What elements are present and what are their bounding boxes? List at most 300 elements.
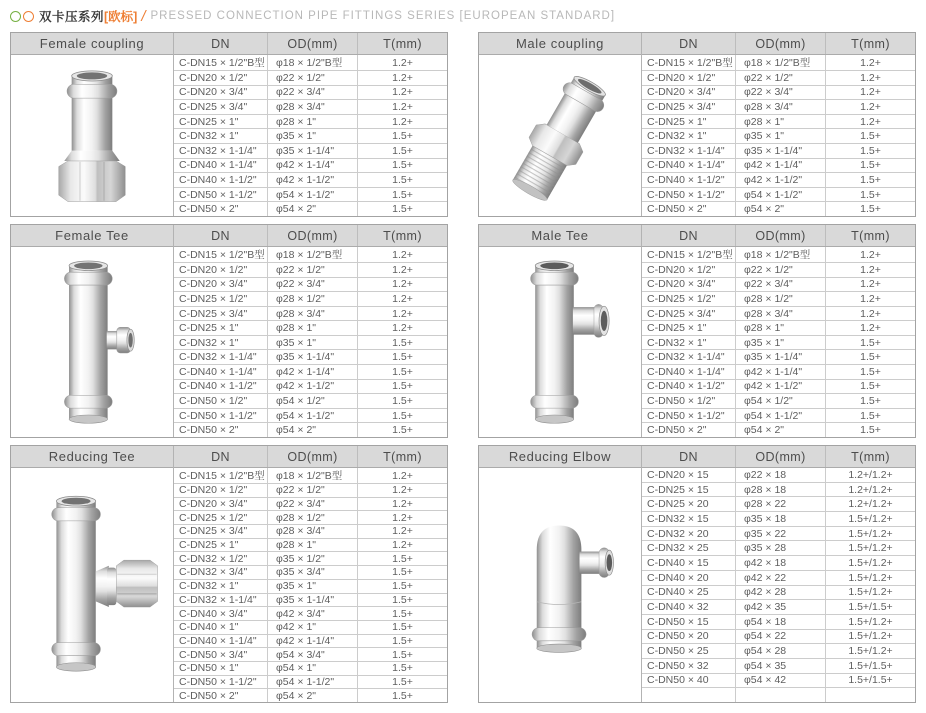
column-header-row <box>174 33 447 55</box>
od-cell: φ42 × 1-1/4" <box>736 159 826 173</box>
table-title: Female Tee <box>11 225 173 247</box>
t-cell: 1.5+/1.2+ <box>848 571 893 584</box>
dn-column-header: DN <box>642 225 736 246</box>
dn-cell: C-DN40 × 1-1/2" <box>174 380 268 394</box>
table-row <box>174 247 447 263</box>
t-cell: 1.5+ <box>860 365 881 378</box>
od-cell: φ54 × 2" <box>736 423 826 437</box>
female-coupling-section <box>10 32 448 217</box>
male-coupling-image <box>479 55 641 216</box>
t-cell: 1.5+ <box>392 394 413 407</box>
dn-cell: C-DN20 × 3/4" <box>174 86 268 100</box>
od-cell: φ35 × 1" <box>268 336 358 350</box>
table-row <box>174 86 447 101</box>
t-cell: 1.5+ <box>392 188 413 201</box>
dn-cell: C-DN20 × 3/4" <box>174 498 268 511</box>
t-cell: 1.2+ <box>860 307 881 320</box>
dn-cell: C-DN25 × 3/4" <box>174 307 268 321</box>
t-cell: 1.5+ <box>392 607 413 620</box>
od-cell: φ28 × 1" <box>736 321 826 335</box>
table-row <box>174 566 447 580</box>
t-cell: 1.2+ <box>392 278 413 291</box>
dn-cell <box>642 688 736 702</box>
t-cell: 1.2+ <box>392 307 413 320</box>
table-row <box>642 188 915 203</box>
column-header-row <box>174 446 447 468</box>
male-tee-section <box>478 224 916 438</box>
od-cell: φ28 × 3/4" <box>268 525 358 538</box>
table-title: Reducing Elbow <box>479 446 641 468</box>
od-column-header: OD(mm) <box>268 33 358 54</box>
dn-cell: C-DN15 × 1/2"B型 <box>174 468 268 483</box>
od-cell: φ28 × 1/2" <box>268 511 358 524</box>
t-cell: 1.5+/1.2+ <box>848 645 893 658</box>
reducing-tee-image <box>11 468 173 702</box>
od-cell: φ28 × 1" <box>268 115 358 129</box>
od-cell: φ42 × 3/4" <box>268 607 358 620</box>
dn-cell: C-DN50 × 1" <box>174 662 268 675</box>
table-title: Male Tee <box>479 225 641 247</box>
od-cell: φ28 × 3/4" <box>736 100 826 114</box>
fitting-illustration <box>491 252 629 432</box>
t-cell: 1.5+ <box>392 409 413 422</box>
dn-cell: C-DN50 × 1-1/2" <box>642 188 736 202</box>
od-cell: φ22 × 1/2" <box>736 263 826 277</box>
dn-cell: C-DN40 × 1" <box>174 621 268 634</box>
table-row <box>642 600 915 615</box>
t-cell: 1.5+ <box>860 424 881 437</box>
t-column-header: T(mm) <box>383 228 422 243</box>
t-cell: 1.5+/1.5+ <box>848 659 893 672</box>
t-cell: 1.2+ <box>392 100 413 113</box>
dn-cell: C-DN25 × 1" <box>642 115 736 129</box>
dn-cell: C-DN15 × 1/2"B型 <box>642 55 736 70</box>
table-row <box>642 71 915 86</box>
dn-cell: C-DN40 × 1-1/2" <box>174 173 268 187</box>
t-cell: 1.5+ <box>392 203 413 216</box>
dn-cell: C-DN40 × 32 <box>642 600 736 614</box>
dn-cell: C-DN32 × 1" <box>642 336 736 350</box>
t-cell: 1.2+ <box>392 86 413 99</box>
dn-cell: C-DN20 × 3/4" <box>642 278 736 292</box>
od-cell: φ42 × 22 <box>736 571 826 585</box>
od-cell: φ22 × 3/4" <box>736 278 826 292</box>
table-row <box>642 292 915 307</box>
t-cell: 1.5+/1.2+ <box>848 615 893 628</box>
table-row <box>174 55 447 71</box>
logo-circle-green-icon <box>10 11 21 22</box>
t-cell: 1.2+ <box>860 322 881 335</box>
table-row <box>174 115 447 130</box>
table-row <box>174 307 447 322</box>
od-cell: φ54 × 1-1/2" <box>268 676 358 689</box>
table-row <box>174 202 447 216</box>
dn-column-header: DN <box>642 446 736 467</box>
od-cell: φ54 × 1-1/2" <box>268 409 358 423</box>
od-cell: φ18 × 1/2"B型 <box>268 247 358 262</box>
od-cell: φ18 × 1/2"B型 <box>268 55 358 70</box>
table-row <box>642 307 915 322</box>
table-row <box>174 263 447 278</box>
dn-cell: C-DN32 × 1-1/4" <box>174 350 268 364</box>
od-cell: φ42 × 28 <box>736 586 826 600</box>
od-cell: φ28 × 1" <box>268 539 358 552</box>
t-cell: 1.2+ <box>860 100 881 113</box>
table-row <box>642 674 915 689</box>
dn-cell: C-DN20 × 1/2" <box>174 71 268 85</box>
dn-cell: C-DN32 × 25 <box>642 541 736 555</box>
t-cell: 1.2+ <box>392 292 413 305</box>
od-column-header: OD(mm) <box>268 446 358 467</box>
table-row <box>174 662 447 676</box>
dn-column-header: DN <box>174 225 268 246</box>
dn-cell: C-DN50 × 15 <box>642 615 736 629</box>
dn-column-header: DN <box>642 33 736 54</box>
t-cell: 1.5+ <box>860 394 881 407</box>
dn-cell: C-DN50 × 1/2" <box>642 394 736 408</box>
table-row <box>642 556 915 571</box>
table-body <box>642 55 915 216</box>
t-cell: 1.5+ <box>860 188 881 201</box>
od-cell: φ22 × 3/4" <box>268 86 358 100</box>
t-cell: 1.5+ <box>860 203 881 216</box>
reducing-elbow-section <box>478 445 916 703</box>
od-cell: φ42 × 1-1/4" <box>268 365 358 379</box>
t-cell: 1.5+ <box>392 130 413 143</box>
dn-cell: C-DN40 × 25 <box>642 586 736 600</box>
dn-cell: C-DN25 × 3/4" <box>642 100 736 114</box>
dn-cell: C-DN32 × 1" <box>174 129 268 143</box>
dn-cell: C-DN50 × 2" <box>642 202 736 216</box>
dn-cell: C-DN20 × 15 <box>642 468 736 482</box>
t-cell: 1.5+ <box>392 689 413 702</box>
table-row <box>174 100 447 115</box>
table-row <box>174 594 447 608</box>
column-header-row <box>642 446 915 468</box>
fitting-tables-grid <box>10 32 916 703</box>
t-column-header: T(mm) <box>851 228 890 243</box>
dn-cell: C-DN15 × 1/2"B型 <box>174 55 268 70</box>
od-cell: φ35 × 1-1/4" <box>268 350 358 364</box>
page-header <box>0 3 926 29</box>
od-cell <box>736 688 826 702</box>
t-column-header: T(mm) <box>851 449 890 464</box>
dn-cell: C-DN25 × 1" <box>642 321 736 335</box>
table-row <box>174 336 447 351</box>
t-column-header: T(mm) <box>851 36 890 51</box>
od-cell: φ35 × 18 <box>736 512 826 526</box>
dn-cell: C-DN20 × 1/2" <box>174 484 268 497</box>
t-cell: 1.5+/1.2+ <box>848 556 893 569</box>
table-row <box>174 278 447 293</box>
table-row <box>174 394 447 409</box>
t-cell: 1.5+/1.2+ <box>848 512 893 525</box>
table-row <box>642 321 915 336</box>
table-row <box>174 552 447 566</box>
t-cell: 1.5+ <box>392 552 413 565</box>
od-cell: φ42 × 1-1/2" <box>268 380 358 394</box>
table-row <box>174 144 447 159</box>
od-cell: φ54 × 1/2" <box>736 394 826 408</box>
od-cell: φ28 × 18 <box>736 483 826 497</box>
dn-cell: C-DN20 × 3/4" <box>642 86 736 100</box>
table-row <box>174 689 447 702</box>
dn-cell: C-DN20 × 1/2" <box>174 263 268 277</box>
t-cell: 1.5+ <box>392 566 413 579</box>
t-cell: 1.2+ <box>392 115 413 128</box>
t-cell: 1.2+ <box>860 278 881 291</box>
od-cell: φ54 × 22 <box>736 630 826 644</box>
fitting-illustration <box>493 63 628 209</box>
od-cell: φ54 × 1-1/2" <box>736 188 826 202</box>
table-row <box>174 321 447 336</box>
table-row <box>174 468 447 484</box>
t-cell: 1.5+/1.2+ <box>848 542 893 555</box>
reducing-elbow-image <box>479 468 641 702</box>
table-row <box>642 586 915 601</box>
od-cell: φ28 × 3/4" <box>268 307 358 321</box>
table-row <box>174 129 447 144</box>
table-row <box>642 423 915 437</box>
od-cell: φ35 × 1" <box>268 129 358 143</box>
od-column-header: OD(mm) <box>268 225 358 246</box>
t-cell: 1.2+/1.2+ <box>848 483 893 496</box>
table-row <box>174 648 447 662</box>
dn-cell: C-DN32 × 1" <box>174 580 268 593</box>
od-cell: φ22 × 1/2" <box>268 263 358 277</box>
od-cell: φ28 × 1/2" <box>736 292 826 306</box>
dn-cell: C-DN32 × 1" <box>174 336 268 350</box>
table-row <box>642 527 915 542</box>
t-cell: 1.5+ <box>392 159 413 172</box>
female-coupling-image <box>11 55 173 216</box>
dn-cell: C-DN32 × 1-1/4" <box>174 594 268 607</box>
dn-cell: C-DN25 × 1" <box>174 539 268 552</box>
table-row <box>642 129 915 144</box>
dn-cell: C-DN20 × 3/4" <box>174 278 268 292</box>
t-cell: 1.2+ <box>392 248 413 261</box>
t-cell: 1.5+ <box>392 648 413 661</box>
t-cell: 1.2+ <box>860 71 881 84</box>
female-tee-image <box>11 247 173 437</box>
od-cell: φ54 × 42 <box>736 674 826 688</box>
table-row <box>642 688 915 702</box>
dn-cell: C-DN40 × 3/4" <box>174 607 268 620</box>
table-row <box>642 202 915 216</box>
dn-cell: C-DN50 × 1/2" <box>174 394 268 408</box>
dn-column-header: DN <box>174 446 268 467</box>
dn-cell: C-DN25 × 1" <box>174 321 268 335</box>
t-cell: 1.5+/1.5+ <box>848 674 893 687</box>
dn-cell: C-DN25 × 20 <box>642 497 736 511</box>
t-cell: 1.2+ <box>392 511 413 524</box>
t-cell: 1.2+ <box>392 469 413 482</box>
table-row <box>174 498 447 512</box>
od-cell: φ54 × 3/4" <box>268 648 358 661</box>
female-tee-section <box>10 224 448 438</box>
t-column-header: T(mm) <box>383 449 422 464</box>
table-row <box>642 497 915 512</box>
series-title-cn: 双卡压系列 <box>39 10 105 24</box>
od-cell: φ28 × 3/4" <box>268 100 358 114</box>
t-cell: 1.5+ <box>392 424 413 437</box>
t-cell: 1.2+ <box>860 263 881 276</box>
series-title-en: PRESSED CONNECTION PIPE FITTINGS SERIES [EUROPEAN STANDARD] <box>150 10 616 22</box>
t-cell: 1.5+ <box>392 380 413 393</box>
dn-cell: C-DN32 × 1-1/4" <box>642 144 736 158</box>
dn-cell: C-DN40 × 1-1/2" <box>642 380 736 394</box>
t-cell: 1.5+ <box>392 593 413 606</box>
dn-cell: C-DN15 × 1/2"B型 <box>174 247 268 262</box>
od-cell: φ28 × 1" <box>268 321 358 335</box>
table-row <box>174 607 447 621</box>
dn-cell: C-DN50 × 20 <box>642 630 736 644</box>
od-cell: φ35 × 1-1/4" <box>736 144 826 158</box>
od-column-header: OD(mm) <box>736 225 826 246</box>
dn-cell: C-DN50 × 2" <box>642 423 736 437</box>
dn-cell: C-DN20 × 1/2" <box>642 263 736 277</box>
od-cell: φ35 × 1-1/4" <box>736 350 826 364</box>
header-slash-divider: / <box>141 7 146 25</box>
column-header-row <box>642 33 915 55</box>
dn-cell: C-DN20 × 1/2" <box>642 71 736 85</box>
table-row <box>174 539 447 553</box>
table-row <box>174 423 447 437</box>
dn-cell: C-DN50 × 1-1/2" <box>174 188 268 202</box>
od-cell: φ22 × 1/2" <box>268 71 358 85</box>
male-tee-image <box>479 247 641 437</box>
t-cell: 1.2+ <box>860 56 881 69</box>
table-body <box>174 468 447 702</box>
od-cell: φ35 × 1" <box>736 129 826 143</box>
t-cell: 1.2+ <box>392 525 413 538</box>
t-column-header: T(mm) <box>383 36 422 51</box>
t-cell: 1.2+ <box>860 115 881 128</box>
dn-cell: C-DN32 × 3/4" <box>174 566 268 579</box>
table-body <box>642 247 915 437</box>
table-row <box>642 468 915 483</box>
t-cell: 1.5+ <box>860 336 881 349</box>
t-cell: 1.5+ <box>392 351 413 364</box>
od-cell: φ18 × 1/2"B型 <box>736 55 826 70</box>
table-row <box>174 525 447 539</box>
table-row <box>642 86 915 101</box>
od-cell: φ18 × 1/2"B型 <box>736 247 826 262</box>
table-row <box>174 635 447 649</box>
t-cell: 1.2+ <box>392 322 413 335</box>
fitting-illustration <box>17 489 167 681</box>
t-cell: 1.2+ <box>860 86 881 99</box>
table-row <box>642 380 915 395</box>
od-cell: φ54 × 2" <box>268 423 358 437</box>
od-cell: φ54 × 1-1/2" <box>736 409 826 423</box>
table-row <box>642 394 915 409</box>
dn-cell: C-DN40 × 1-1/4" <box>174 635 268 648</box>
dn-cell: C-DN50 × 2" <box>174 202 268 216</box>
series-standard-tag: [欧标] <box>104 10 138 24</box>
od-cell: φ35 × 1" <box>736 336 826 350</box>
table-row <box>642 55 915 71</box>
dn-cell: C-DN40 × 1-1/4" <box>174 365 268 379</box>
od-cell: φ54 × 2" <box>736 202 826 216</box>
t-cell <box>826 688 915 702</box>
table-row <box>174 409 447 424</box>
od-cell: φ22 × 1/2" <box>268 484 358 497</box>
od-column-header: OD(mm) <box>736 33 826 54</box>
dn-cell: C-DN32 × 1/2" <box>174 552 268 565</box>
table-body <box>174 247 447 437</box>
t-cell: 1.5+ <box>392 634 413 647</box>
dn-cell: C-DN25 × 15 <box>642 483 736 497</box>
male-coupling-section <box>478 32 916 217</box>
od-cell: φ28 × 1/2" <box>268 292 358 306</box>
t-cell: 1.5+ <box>860 409 881 422</box>
od-cell: φ54 × 1" <box>268 662 358 675</box>
table-row <box>642 644 915 659</box>
dn-cell: C-DN25 × 3/4" <box>642 307 736 321</box>
table-row <box>174 380 447 395</box>
table-title: Male coupling <box>479 33 641 55</box>
table-row <box>642 100 915 115</box>
fitting-illustration <box>23 252 161 432</box>
od-cell: φ54 × 1-1/2" <box>268 188 358 202</box>
table-row <box>174 365 447 380</box>
table-row <box>174 350 447 365</box>
dn-cell: C-DN25 × 3/4" <box>174 100 268 114</box>
od-cell: φ35 × 1" <box>268 580 358 593</box>
t-cell: 1.5+ <box>392 675 413 688</box>
dn-cell: C-DN25 × 1/2" <box>642 292 736 306</box>
od-cell: φ22 × 18 <box>736 468 826 482</box>
dn-cell: C-DN25 × 1/2" <box>174 292 268 306</box>
od-cell: φ54 × 18 <box>736 615 826 629</box>
dn-cell: C-DN50 × 2" <box>174 423 268 437</box>
od-cell: φ42 × 1-1/4" <box>268 159 358 173</box>
od-cell: φ28 × 3/4" <box>736 307 826 321</box>
table-row <box>174 580 447 594</box>
dn-cell: C-DN25 × 1/2" <box>174 511 268 524</box>
od-cell: φ22 × 3/4" <box>736 86 826 100</box>
dn-cell: C-DN25 × 1" <box>174 115 268 129</box>
table-row <box>642 409 915 424</box>
table-title: Reducing Tee <box>11 446 173 468</box>
dn-cell: C-DN32 × 1-1/4" <box>642 350 736 364</box>
dn-cell: C-DN40 × 1-1/2" <box>642 173 736 187</box>
od-cell: φ18 × 1/2"B型 <box>268 468 358 483</box>
t-cell: 1.5+ <box>860 159 881 172</box>
dn-cell: C-DN32 × 15 <box>642 512 736 526</box>
od-cell: φ42 × 1-1/2" <box>268 173 358 187</box>
od-cell: φ42 × 1-1/4" <box>736 365 826 379</box>
od-cell: φ35 × 28 <box>736 541 826 555</box>
t-cell: 1.5+ <box>392 336 413 349</box>
table-body <box>174 55 447 216</box>
od-cell: φ35 × 22 <box>736 527 826 541</box>
table-row <box>642 336 915 351</box>
table-row <box>174 188 447 203</box>
dn-cell: C-DN32 × 20 <box>642 527 736 541</box>
t-cell: 1.5+ <box>392 662 413 675</box>
od-cell: φ35 × 1-1/4" <box>268 144 358 158</box>
od-cell: φ54 × 2" <box>268 689 358 702</box>
t-cell: 1.2+ <box>392 484 413 497</box>
table-row <box>642 483 915 498</box>
t-cell: 1.5+ <box>392 144 413 157</box>
dn-cell: C-DN50 × 2" <box>174 689 268 702</box>
t-cell: 1.5+/1.2+ <box>848 586 893 599</box>
dn-cell: C-DN40 × 1-1/4" <box>642 159 736 173</box>
table-row <box>642 659 915 674</box>
